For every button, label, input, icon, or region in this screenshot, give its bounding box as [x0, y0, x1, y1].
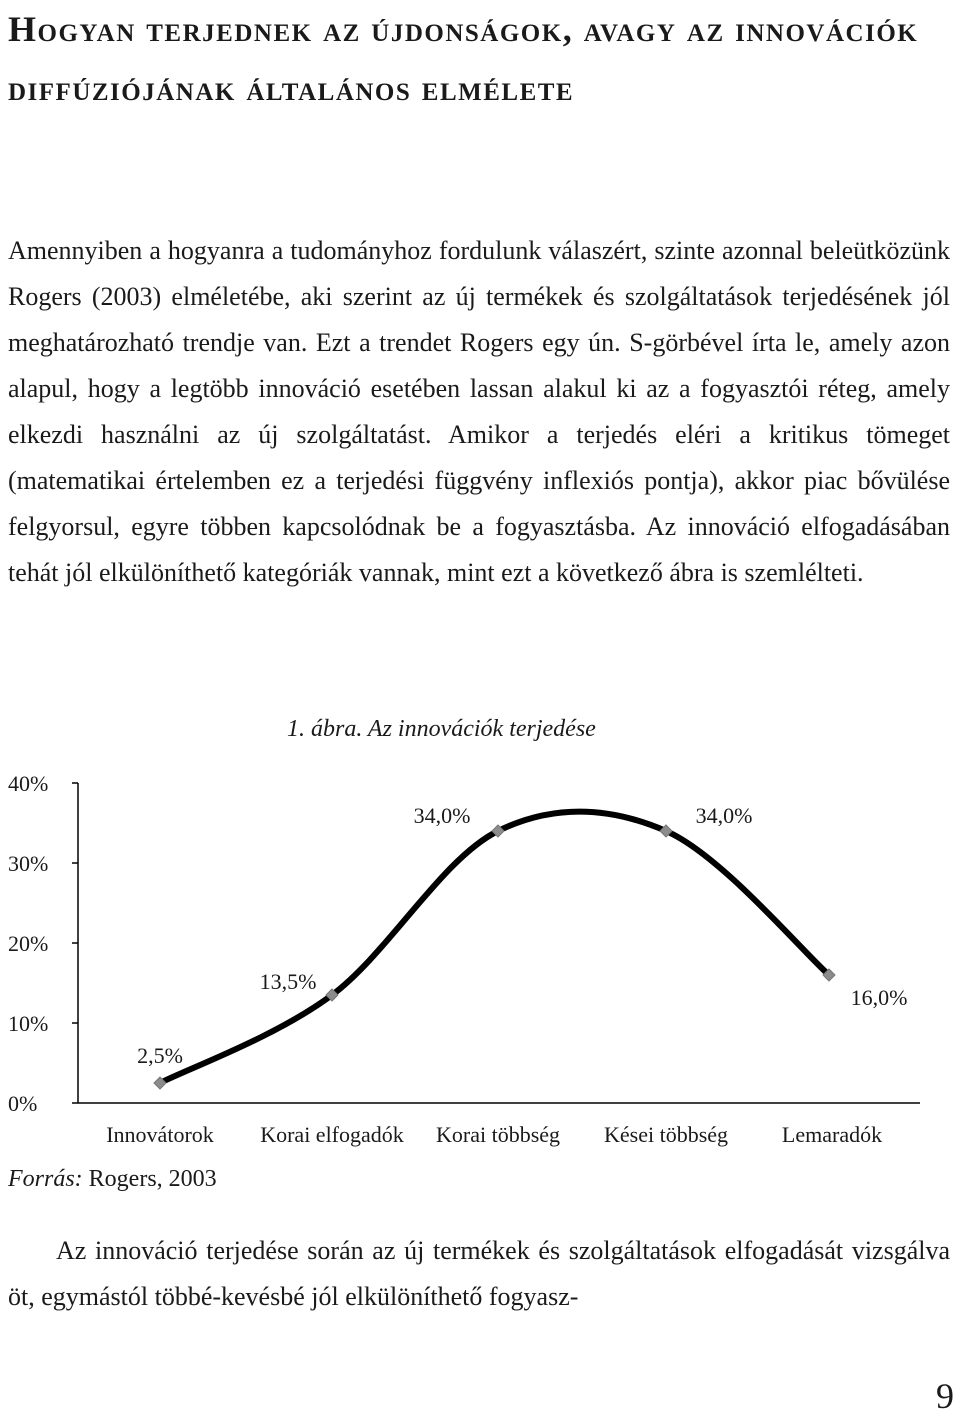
- x-tick-label: Kései többség: [603, 1122, 729, 1147]
- y-tick-label: 40%: [8, 771, 49, 796]
- series-line: [160, 812, 829, 1083]
- y-tick-label: 10%: [8, 1011, 49, 1036]
- source-label: Forrás:: [8, 1166, 83, 1192]
- data-label: 34,0%: [413, 803, 471, 828]
- body-paragraph-1: Amennyiben a hogyanra a tudományhoz fordulunk válaszért, szinte azonnal beleütközünk Rogers (2003) elméletébe, aki szerint az új termékek és szolgáltatások terjedésének jól meghatározható trendje van. Ezt a trendet Rogers egy ún. S-görbével írta le, amely azon alapul, hogy a legtöbb innováció esetében lassan alakul ki az a fogyasztói réteg, amely elkezdi használni az új szolgáltatást. Amikor a terjedés eléri a kritikus tömeget (matematikai értelemben ez a terjedési függvény inflexiós pontja), akkor piac bővülése felgyorsul, egyre többen kapcsolódnak be a fogyasztásba. Az innováció elfogadásában tehát jól elkülöníthető kategóriák vannak, mint ezt a következő ábra is szemlélteti.: [8, 236, 950, 587]
- data-label: 13,5%: [259, 969, 317, 994]
- x-tick-label: Innovátorok: [106, 1122, 214, 1147]
- y-tick-label: 20%: [8, 931, 49, 956]
- y-tick-label: 0%: [8, 1091, 38, 1116]
- y-tick-label: 30%: [8, 851, 49, 876]
- diffusion-chart: [0, 760, 960, 1160]
- x-tick-label: Lemaradók: [781, 1122, 883, 1147]
- x-tick-label: Korai többség: [435, 1122, 561, 1147]
- figure-caption: 1. ábra. Az innovációk terjedése: [287, 716, 596, 742]
- x-tick-label: Korai elfogadók: [260, 1122, 404, 1147]
- page-number: 9: [936, 1376, 954, 1416]
- source-text: Rogers, 2003: [82, 1166, 217, 1192]
- section-title: Hogyan terjednek az újdonságok, avagy az innovációk diffúziójának általános elmélete: [8, 9, 919, 108]
- figure-source: [8, 1166, 217, 1193]
- data-label: 16,0%: [850, 985, 908, 1010]
- body-paragraph-2: Az innováció terjedése során az új termékek és szolgáltatások elfogadását vizsgálva öt, egymástól többé-kevésbé jól elkülöníthető fogyasz-: [8, 1236, 950, 1311]
- data-label: 2,5%: [137, 1043, 183, 1068]
- data-label: 34,0%: [695, 803, 753, 828]
